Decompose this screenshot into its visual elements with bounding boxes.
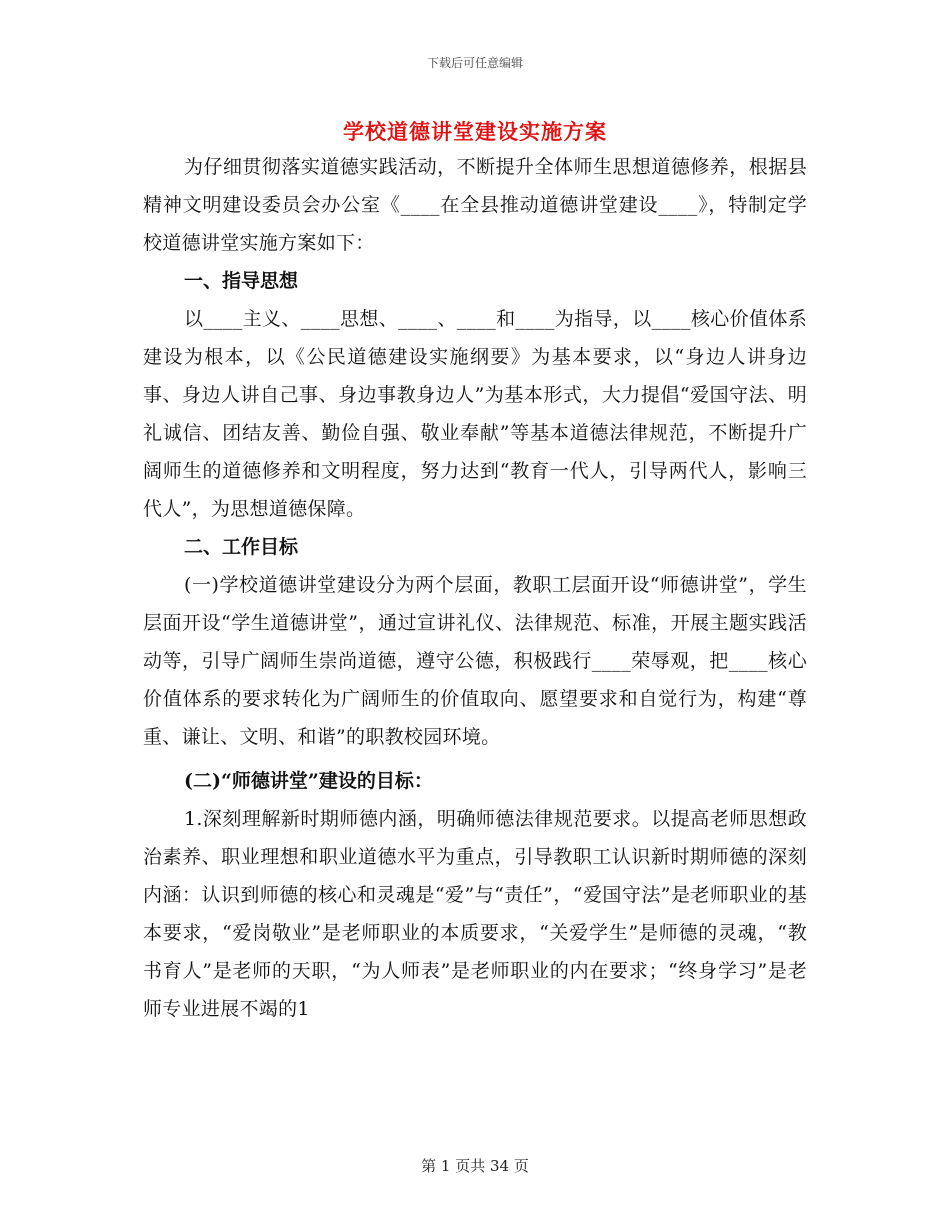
header-note: 下载后可任意编辑 [426, 56, 523, 70]
work-goals-paragraph: (一)学校道德讲堂建设分为两个层面，教职工层面开设“师德讲堂”，学生层面开设“学生道德讲堂”，通过宣讲礼仪、法律规范、标准，开展主题实践活动等，引导广阔师生崇尚道德，遵守公德，积极践行____荣辱观，把____核心价值体系的要求转化为广阔师生的价值取向、愿望要求和自觉行为，构建“尊重、谦让、文明、和谐”的职教校园环境。 [143, 574, 807, 748]
intro-paragraph: 为仔细贯彻落实道德实践活动，不断提升全体师生思想道德修养，根据县精神文明建设委员会办公室《____在全县推动道德讲堂建设____》，特制定学校道德讲堂实施方案如下： [143, 156, 807, 254]
section-heading-guiding-ideology: 一、指导思想 [184, 270, 299, 292]
subsection-heading-teacher-ethics: (二)“师德讲堂”建设的目标： [184, 770, 433, 792]
page-number: 第 1 页共 34 页 [421, 1157, 529, 1175]
section-heading-work-goals: 二、工作目标 [184, 536, 299, 558]
document-body [143, 148, 807, 1028]
guiding-ideology-paragraph: 以____主义、____思想、____、____和____为指导，以____核心价值体系建设为根本，以《公民道德建设实施纲要》为基本要求，以“身边人讲身边事、身边人讲自己事、身边事教身边人”为基本形式，大力提倡“爱国守法、明礼诚信、团结友善、勤俭自强、敬业奉献”等基本道德法律规范，不断提升广阔师生的道德修养和文明程度，努力达到“教育一代人，引导两代人，影响三代人”，为思想道德保障。 [143, 308, 807, 520]
document-title: 学校道德讲堂建设实施方案 [343, 119, 607, 144]
teacher-ethics-paragraph: 1.深刻理解新时期师德内涵，明确师德法律规范要求。以提高老师思想政治素养、职业理想和职业道德水平为重点，引导教职工认识新时期师德的深刻内涵：认识到师德的核心和灵魂是“爱”与“责任”，“爱国守法”是老师职业的基本要求，“爱岗敬业”是老师职业的本质要求，“关爱学生”是师德的灵魂，“教书育人”是老师的天职，“为人师表”是老师职业的内在要求；“终身学习”是老师专业进展不竭的1 [143, 808, 807, 1020]
